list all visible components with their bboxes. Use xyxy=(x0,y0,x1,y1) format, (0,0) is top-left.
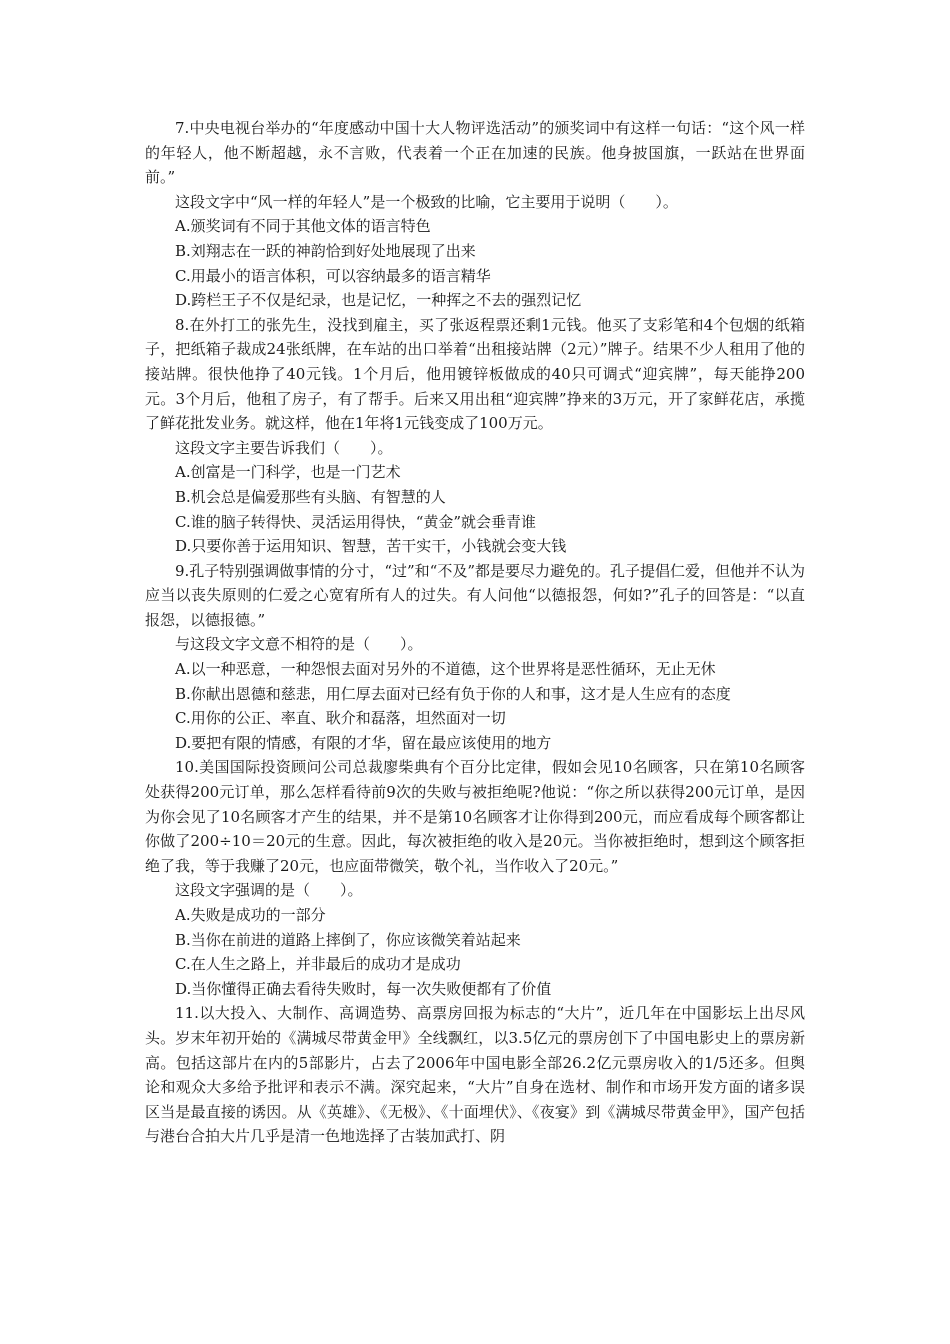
question-8-option-c: C.谁的脑子转得快、灵活运用得快，“黄金”就会垂青谁 xyxy=(175,512,537,531)
question-7-option-c: C.用最小的语言体积，可以容纳最多的语言精华 xyxy=(175,266,491,285)
question-9-prompt: 与这段文字文意不相符的是（ ）。 xyxy=(175,635,423,654)
question-7-stem: 7.中央电视台举办的“年度感动中国十大人物评选活动”的颁奖词中有这样一句话：“这个风一样的年轻人，他不断超越，永不言败，代表着一个正在加速的民族。他身披国旗，一跃站在世界面前。” xyxy=(145,119,805,187)
question-8-option-d: D.只要你善于运用知识、智慧，苦干实干，小钱就会变大钱 xyxy=(175,537,567,556)
question-9-option-a: A.以一种恶意，一种怨恨去面对另外的不道德，这个世界将是恶性循环，无止无休 xyxy=(175,660,716,679)
question-7-option-d: D.跨栏王子不仅是纪录，也是记忆，一种挥之不去的强烈记忆 xyxy=(175,291,582,310)
question-10-stem: 10.美国国际投资顾问公司总裁廖柴典有个百分比定律，假如会见10名顾客，只在第10名顾客处获得200元订单，那么怎样看待前9次的失败与被拒绝呢?他说：“你之所以获得200元订单，是因为你会见了10名顾客才产生的结果，并不是第10名顾客才让你得到200元，而应看成每个顾客都让你做了200÷10＝20元的生意。因此，每次被拒绝的收入是20元。当你被拒绝时，想到这个顾客拒绝了我，等于我赚了20元，也应面带微笑，敬个礼，当作收入了20元。” xyxy=(145,758,805,875)
question-10-prompt: 这段文字强调的是（ ）。 xyxy=(175,881,363,900)
question-11-stem: 11.以大投入、大制作、高调造势、高票房回报为标志的“大片”，近几年在中国影坛上出尽风头。岁末年初开始的《满城尽带黄金甲》全线飘红，以3.5亿元的票房创下了中国电影史上的票房新高。包括这部片在内的5部影片，占去了2006年中国电影全部26.2亿元票房收入的1/5还多。但舆论和观众大多给予批评和表示不满。深究起来，“大片”自身在选材、制作和市场开发方面的诸多误区当是最直接的诱因。从《英雄》、《无极》、《十面埋伏》、《夜宴》到《满城尽带黄金甲》，国产包括与港台合拍大片几乎是清一色地选择了古装加武打、阴 xyxy=(145,1004,805,1146)
question-10-option-d: D.当你懂得正确去看待失败时，每一次失败便都有了价值 xyxy=(175,979,552,998)
question-10-option-a: A.失败是成功的一部分 xyxy=(175,906,326,924)
question-7-option-a: A.颁奖词有不同于其他文体的语言特色 xyxy=(175,217,431,236)
document-page xyxy=(145,116,805,1149)
question-8-stem: 8.在外打工的张先生，没找到雇主，买了张返程票还剩1元钱。他买了支彩笔和4个包烟的纸箱子，把纸箱子裁成24张纸牌，在车站的出口举着“出租接站牌（2元）”牌子。结果不少人租用了他的接站牌。很快他挣了40元钱。1个月后，他用镀锌板做成的40只可调式“迎宾牌”，每天能挣200元。3个月后，他租了房子，有了帮手。后来又用出租“迎宾牌”挣来的3万元，开了家鲜花店，承揽了鲜花批发业务。就这样，他在1年将1元钱变成了100万元。 xyxy=(145,315,805,433)
question-10-option-b: B.当你在前进的道路上摔倒了，你应该微笑着站起来 xyxy=(175,930,521,949)
question-9-option-d: D.要把有限的情感，有限的才华，留在最应该使用的地方 xyxy=(175,733,552,752)
question-10-option-c: C.在人生之路上，并非最后的成功才是成功 xyxy=(175,955,461,974)
question-8-option-b: B.机会总是偏爱那些有头脑、有智慧的人 xyxy=(175,487,446,506)
question-9-option-b: B.你献出恩德和慈悲，用仁厚去面对已经有负于你的人和事，这才是人生应有的态度 xyxy=(175,684,731,703)
question-7-prompt: 这段文字中“风一样的年轻人”是一个极致的比喻，它主要用于说明（ ）。 xyxy=(175,192,678,211)
question-8-option-a: A.创富是一门科学，也是一门艺术 xyxy=(175,463,401,482)
question-7-option-b: B.刘翔志在一跃的神韵恰到好处地展现了出来 xyxy=(175,241,476,260)
question-9-option-c: C.用你的公正、率直、耿介和磊落，坦然面对一切 xyxy=(175,709,506,728)
question-9-stem: 9.孔子特别强调做事情的分寸，“过”和“不及”都是要尽力避免的。孔子提倡仁爱，但他并不认为应当以丧失原则的仁爱之心宽宥所有人的过失。有人问他“以德报怨，何如?”孔子的回答是：“以直报怨，以德报德。” xyxy=(145,561,805,629)
question-8-prompt: 这段文字主要告诉我们（ ）。 xyxy=(175,438,393,457)
